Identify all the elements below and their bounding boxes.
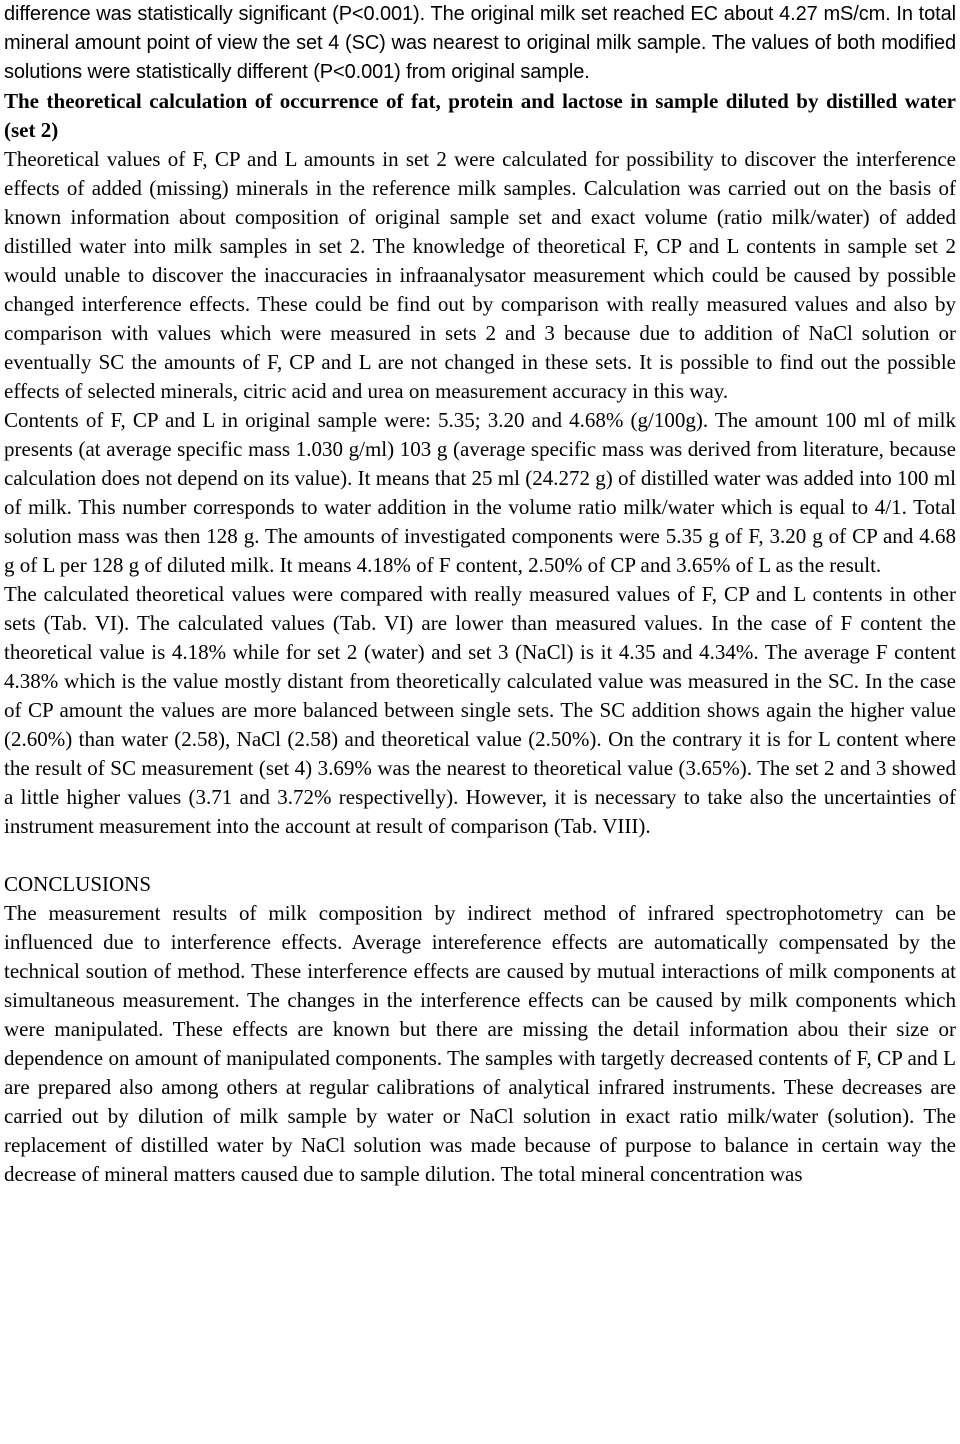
body-paragraph-original-contents: Contents of F, CP and L in original sample were: 5.35; 3.20 and 4.68% (g/100g). The amount 100 ml of milk presents (at average specific mass 1.030 g/ml) 103 g (average specific mass was derived from literature, because calculation does not depend on its value). It means that 25 ml (24.272 g) of distilled water was added into 100 ml of milk. This number corresponds to water addition in the volume ratio milk/water which is equal to 4/1. Total solution mass was then 128 g. The amounts of investigated components were 5.35 g of F, 3.20 g of CP and 4.68 g of L per 128 g of diluted milk. It means 4.18% of F content, 2.50% of CP and 3.65% of L as the result. [4, 408, 956, 577]
conclusions-paragraph: The measurement results of milk composition by indirect method of infrared spectrophotometry can be influenced due to interference effects. Average intereference effects are automatically compensated by the technical soution of method. These interference effects are caused by mutual interactions of milk components at simultaneous measurement. The changes in the interference effects can be caused by milk components which were manipulated. These effects are known but there are missing the detail information abou their size or dependence on amount of manipulated components. The samples with targetly decreased contents of F, CP and L are prepared also among others at regular calibrations of analytical infrared instruments. These decreases are carried out by dilution of milk sample by water or NaCl solution in exact ratio milk/water (solution). The replacement of distilled water by NaCl solution was made because of purpose to balance in certain way the decrease of mineral matters caused due to sample dilution. The total mineral concentration was [4, 901, 956, 1186]
subsection-heading: The theoretical calculation of occurrence of fat, protein and lactose in sample diluted by distilled water (set 2) [4, 89, 956, 142]
body-paragraph-comparison: The calculated theoretical values were compared with really measured values of F, CP and L contents in other sets (Tab. VI). The calculated values (Tab. VI) are lower than measured values. In the case of F content the theoretical value is 4.18% while for set 2 (water) and set 3 (NaCl) is it 4.35 and 4.34%. The average F content 4.38% which is the value mostly distant from theoretically calculated value was measured in the SC. In the case of CP amount the values are more balanced between single sets. The SC addition shows again the higher value (2.60%) than water (2.58), NaCl (2.58) and theoretical value (2.50%). On the contrary it is for L content where the result of SC measurement (set 4) 3.69% was the nearest to theoretical value (3.65%). The set 2 and 3 showed a little higher values (3.71 and 3.72% respectivelly). However, it is necessary to take also the uncertainties of instrument measurement into the account at result of comparison (Tab. VIII). [4, 582, 956, 838]
section-spacer [4, 841, 956, 870]
conclusions-heading: CONCLUSIONS [4, 872, 152, 896]
body-paragraph-theoretical-values: Theoretical values of F, CP and L amounts in set 2 were calculated for possibility to discover the interference effects of added (missing) minerals in the reference milk samples. Calculation was carried out on the basis of known information about composition of original sample set and exact volume (ratio milk/water) of added distilled water into milk samples in set 2. The knowledge of theoretical F, CP and L contents in sample set 2 would unable to discover the inaccuracies in infraanalysator measurement which could be caused by possible changed interference effects. These could be find out by comparison with really measured values and also by comparison with values which were measured in sets 2 and 3 because due to addition of NaCl solution or eventually SC the amounts of F, CP and L are not changed in these sets. It is possible to find out the possible effects of selected minerals, citric acid and urea on measurement accuracy in this way. [4, 147, 956, 403]
carryover-paragraph: difference was statistically significant (P<0.001). The original milk set reached EC about 4.27 mS/cm. In total mineral amount point of view the set 4 (SC) was nearest to original milk sample. The values of both modified solutions were statistically different (P<0.001) from original sample. [4, 3, 956, 83]
